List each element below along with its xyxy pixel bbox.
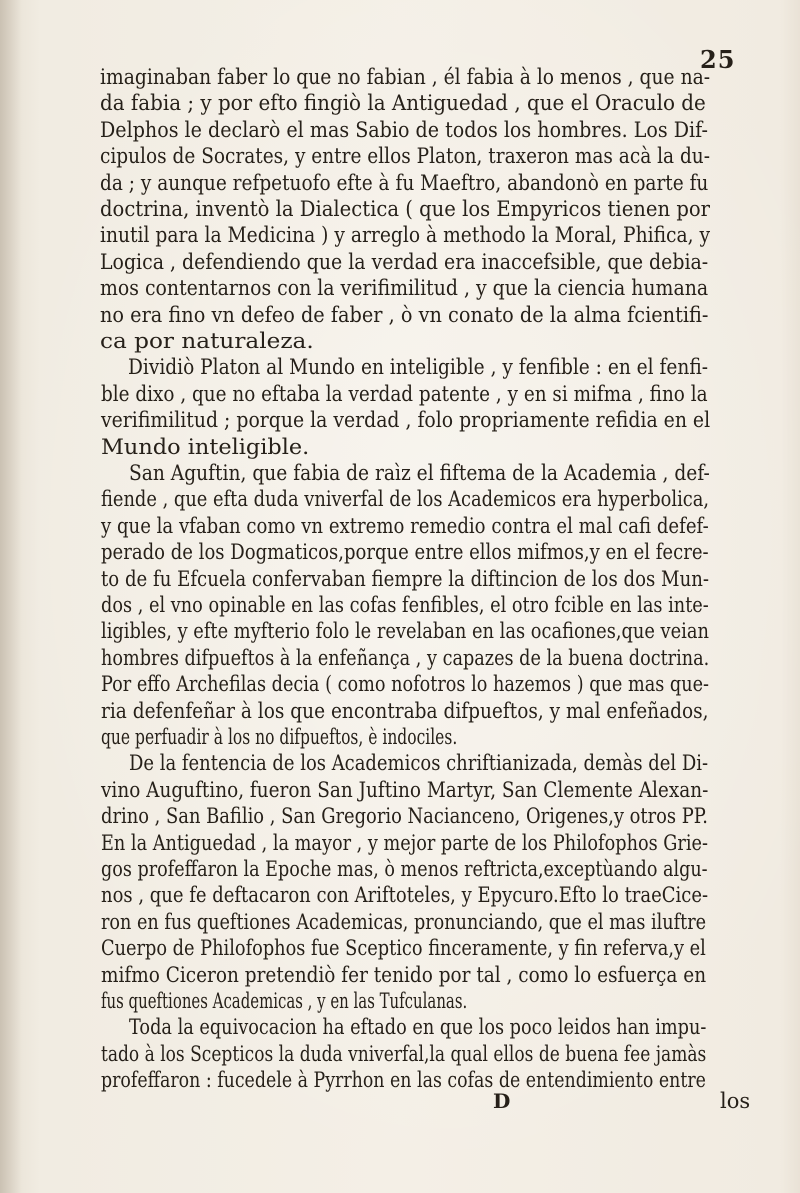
text-line: hombres difpueftos à la enfeñança , y capazes de la buena doctrina. [101,645,710,670]
text-line: que perfuadir à los no difpueftos, è indociles. [101,725,458,749]
text-line: ble dixo , que no eftaba la verdad patente , y en si mifma , fino la [101,381,708,406]
text-line: Logica , defendiendo que la verdad era inaccefsible, que debia- [100,249,709,274]
text-line: imaginaban faber lo que no fabian , él fabia à lo menos , que na- [100,65,711,89]
text-line: De la fentencia de los Academicos chriftianizada, demàs del Di- [129,751,709,776]
gutter-shadow [0,0,22,1193]
text-line: ria defenfeñar à los que encontraba difpueftos, y mal enfeñados, [101,698,709,723]
signature-mark: D [493,1089,511,1113]
catchword: los [720,1089,751,1113]
text-line: Dividiò Platon al Mundo en inteligible , y fenfible : en el fenfi- [128,355,708,380]
text-line: da ; y aunque refpetuofo efte à fu Maeftro, abandonò en parte fu [100,170,709,195]
text-line: Cuerpo de Philofophos fue Sceptico finceramente, y fin referva,y el [101,936,706,961]
text-line: nos , que fe deftacaron con Ariftoteles, y Epycuro.Efto lo traeCice- [101,883,709,908]
text-line: doctrina, inventò la Dialectica ( que los Empyricos tienen por [100,197,711,221]
text-line: Toda la equivocacion ha eftado en que los poco leidos han impu- [129,1015,707,1040]
text-line: ron en fus queftiones Academicas, pronunciando, que el mas iluftre [101,909,707,934]
text-line: mos contentarnos con la verifimilitud , y que la ciencia humana [100,276,709,301]
text-line: fiende , que efta duda vniverfal de los Academicos era hyperbolica, [101,487,710,512]
text-line: y que la vfaban como vn extremo remedio contra el mal cafi defef- [101,513,709,538]
text-line: San Aguftin, que fabia de raìz el fiftema de la Academia , def- [129,461,710,485]
text-line: tado à los Scepticos la duda vniverfal,la qual ellos de buena fee jamàs [101,1041,707,1066]
text-line: inutil para la Medicina ) y arreglo à methodo la Moral, Phifica, y [100,223,711,248]
text-line: perado de los Dogmaticos,porque entre ellos mifmos,y en el fecre- [101,540,709,565]
text-line: fus queftiones Academicas , y en las Tufculanas. [101,989,468,1013]
text-line: mifmo Ciceron pretendiò fer tenido por tal , como lo esfuerça en [101,962,707,987]
text-line: verifimilitud ; porque la verdad , folo propriamente refidia en el [101,408,711,433]
text-line: ca por naturaleza. [100,329,314,353]
text-line: cipulos de Socrates, y entre ellos Platon, traxeron mas acà la du- [100,144,710,169]
text-line: gos profeffaron la Epoche mas, ò menos reftricta,exceptùando algu- [101,857,708,881]
text-line: ligibles, y efte myfterio folo le revelaban en las ocafiones,que veian [101,619,709,644]
text-line: Por effo Archefilas decia ( como nofotros lo hazemos ) que mas que- [101,672,710,697]
text-line: Delphos le declarò el mas Sabio de todos los hombres. Los Dif- [100,117,708,142]
text-line: no era fino vn defeo de faber , ò vn conato de la alma fcientifi- [100,302,709,327]
text-line: profeffaron : fucedele à Pyrrhon en las cofas de entendimiento entre [101,1068,706,1093]
text-line: En la Antiguedad , la mayor , y mejor parte de los Philofophos Grie- [101,830,708,855]
text-line: drino , San Bafilio , San Gregorio Nacianceno, Origenes,y otros PP. [101,804,708,829]
text-line: Mundo inteligible. [101,434,310,459]
text-line: da fabia ; y por efto fingiò la Antiguedad , que el Oraculo de [100,91,706,116]
page-number: 25 [700,45,736,74]
text-line: to de fu Efcuela confervaban fiempre la diftincion de los dos Mun- [101,566,710,591]
text-line: vino Auguftino, fueron San Juftino Martyr, San Clemente Alexan- [101,777,709,802]
text-line: dos , el vno opinable en las cofas fenfibles, el otro fcible en las inte- [101,593,709,617]
